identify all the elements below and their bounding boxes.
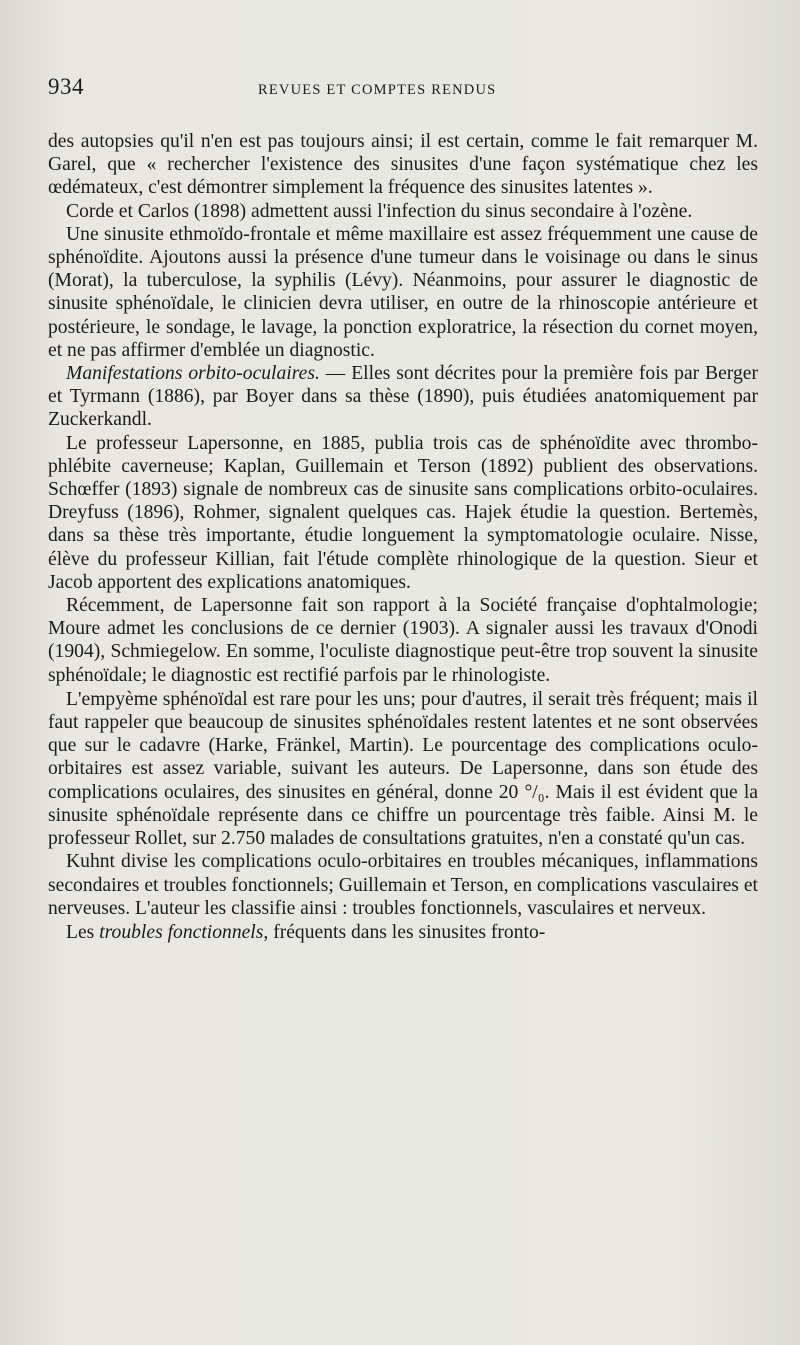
running-head: REVUES ET COMPTES RENDUS xyxy=(258,82,497,98)
manifestations-text: — Elles sont décrites pour la première fois par Berger et Tyrmann (1886), par Boyer dans sa thèse (1890), puis étudiées anatomiquement par Zuckerkandl. xyxy=(48,363,758,431)
last-paragraph-italic: troubles fonctionnels xyxy=(99,921,264,943)
section-heading-manifestations: Manifestations orbito-oculaires. xyxy=(66,363,320,385)
page-number: 934 xyxy=(48,74,84,99)
paragraph-manifestations xyxy=(48,362,758,432)
paragraph-troubles-fonctionnels xyxy=(48,921,758,944)
last-paragraph-lead: Les xyxy=(66,921,100,943)
body-text xyxy=(48,130,758,944)
paragraph-autopsies: des autopsies qu'il n'en est pas toujours ainsi; il est certain, comme le fait remarquer M. Garel, que « rechercher l'existence des sinusites d'une façon systématique chez les œdémateux, c'est démontrer simplement la fréquence des sinusites latentes ». xyxy=(48,131,758,199)
last-paragraph-text: , fréquents dans les sinusites fronto- xyxy=(263,921,546,943)
paragraph-kuhnt: Kuhnt divise les complications oculo-orbitaires en troubles mécaniques, inflammations secondaires et troubles fonctionnels; Guillemain et Terson, en complications vasculaires et nerveuses. L'auteur les classifie ainsi : troubles fonctionnels, vasculaires et nerveux. xyxy=(48,851,758,919)
paragraph-sinusite-ethmoido: Une sinusite ethmoïdo-frontale et même maxillaire est assez fréquemment une cause de sphénoïdite. Ajoutons aussi la présence d'une tumeur dans le voisinage ou dans le sinus (Morat), la tuberculose, la syphilis (Lévy). Néanmoins, pour assurer le diagnostic de sinusite sphénoïdale, le clinicien devra utiliser, en outre de la rhinoscopie antérieure et postérieure, le sondage, le lavage, la ponction exploratrice, la résection du cornet moyen, et ne pas affirmer d'emblée un diagnostic. xyxy=(48,223,758,361)
paragraph-recemment: Récemment, de Lapersonne fait son rapport à la Société française d'ophtalmologie; Moure admet les conclusions de ce dernier (1903). A signaler aussi les travaux d'Onodi (1904), Schmiegelow. En somme, l'oculiste diagnostique peut-être trop souvent la sinusite sphénoïdale; le diagnostic est rectifié parfois par le rhinologiste. xyxy=(48,595,758,686)
page-header xyxy=(48,74,758,114)
paragraph-empyeme: L'empyème sphénoïdal est rare pour les uns; pour d'autres, il serait très fréquent; mais il faut rappeler que beaucoup de sinusites sphénoïdales restent latentes et ne sont observées que sur le cadavre (Harke, Fränkel, Martin). Le pourcentage des complications oculo-orbitaires est assez variable, suivant les auteurs. De Lapersonne, dans son étude des complications oculaires, des sinusites en général, donne 20 °/₀. Mais il est évident que la sinusite sphénoïdale représente dans ce chiffre un pourcentage très faible. Ainsi M. le professeur Rollet, sur 2.750 malades de consultations gratuites, n'en a constaté qu'un cas. xyxy=(48,688,758,850)
paragraph-corde-carlos: Corde et Carlos (1898) admettent aussi l'infection du sinus secondaire à l'ozène. xyxy=(66,200,693,222)
paragraph-lapersonne: Le professeur Lapersonne, en 1885, publia trois cas de sphénoïdite avec thrombo-phlébite caverneuse; Kaplan, Guillemain et Terson (1892) publient des observations. Schœffer (1893) signale de nombreux cas de sinusite sans complications orbito-oculaires. Dreyfuss (1896), Rohmer, signalent quelques cas. Hajek étudie la question. Bertemès, dans sa thèse très importante, étudie longuement la symptomatologie oculaire. Nisse, élève du professeur Killian, fait l'étude complète rhinologique de la question. Sieur et Jacob apportent des explications anatomiques. xyxy=(48,432,758,593)
